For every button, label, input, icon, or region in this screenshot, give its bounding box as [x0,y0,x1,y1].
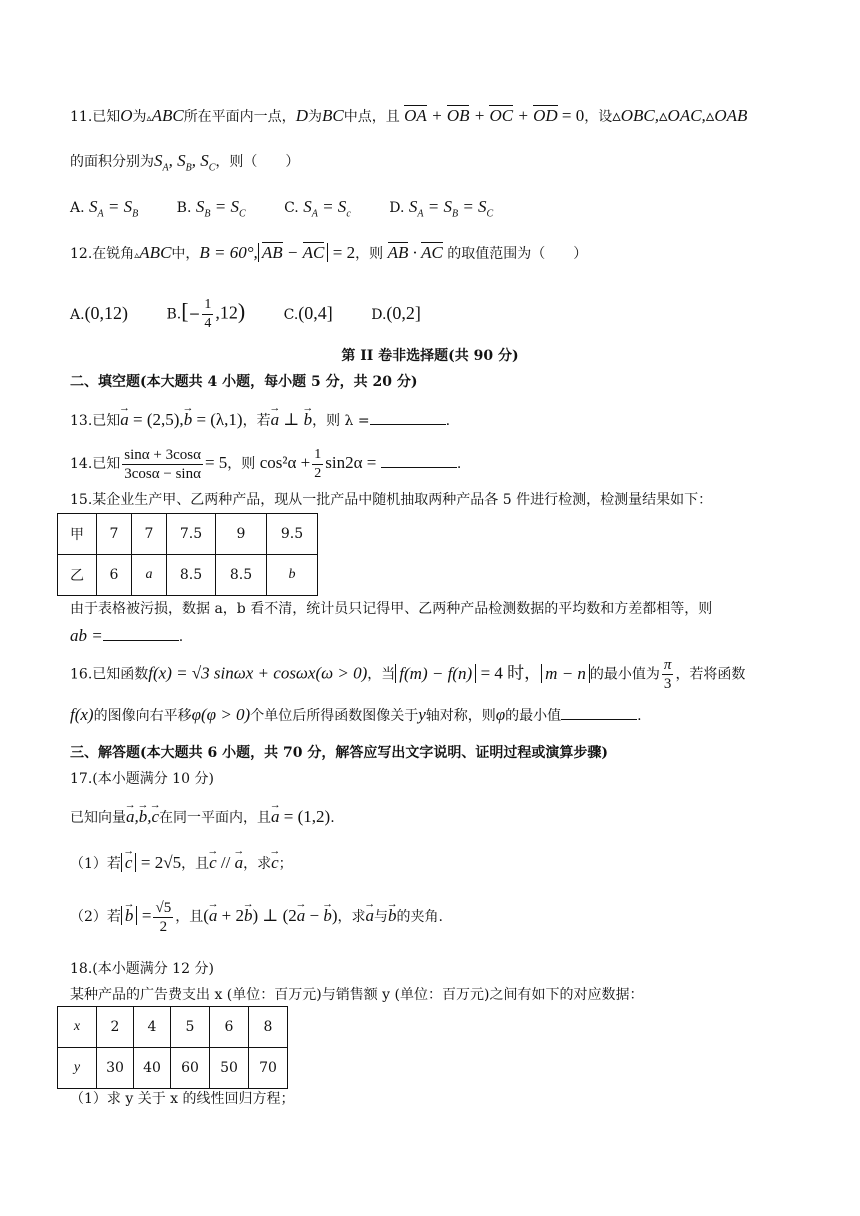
q15-text: 15.某企业生产甲、乙两种产品，现从一批产品中随机抽取两种产品各 5 件进行检测，检测量结果如下： [70,492,713,508]
q11-options [70,196,527,225]
q18-intro: 某种产品的广告费支出 x (单位：百万元)与销售额 y (单位：百万元)之间有如下的对应数据： [70,987,644,1003]
q11-option-b[interactable]: B. $S_B = S_C$ [176,197,246,220]
q18-table [57,1006,288,1089]
q17-intro: 已知向量→ a,→ b,→ c在同一平面内，且→ a = (1,2). [70,806,335,829]
q16-line2: f(x)的图像向右平移φ(φ > 0)个单位后所得函数图像关于y轴对称，则φ的最小值 . [70,705,642,724]
table-row: 甲 7 7 7.5 9 9.5 [58,514,318,555]
q11-option-d[interactable]: D. $S_A = S_B = S_C$ [389,197,494,220]
q16-line1: 16.已知函数f(x) = √3 sinωx + cosωx(ω > 0)，当 f(m) − f(n) = 4 时， m − n 的最小值为 $\frac{\pi}{3}$ ，若将函数 [70,657,746,692]
q12-option-c[interactable]: C.(0,4] [283,302,333,323]
table-row: y 30 40 60 50 70 [58,1048,288,1089]
q17-part1: （1）若→ c = 2√5，且→ c // → a，求→ c； [70,852,293,875]
q12-option-a[interactable]: A.(0,12) [70,302,129,323]
q18-head: 18.(本小题满分 12 分) [70,961,214,977]
q12-line1: 12.在锐角▵ABC中，B = 60°, AB − AC = 2，则 AB · AC 的取值范围为（ ） [70,243,588,262]
q14-answer-blank[interactable] [381,453,457,468]
q11-option-a[interactable]: A. $S_A = S_B$ [70,197,139,220]
q12-options [70,296,455,333]
q16-answer-blank[interactable] [561,705,637,720]
q13-answer-blank[interactable] [370,410,446,425]
q13: 13.已知→ a = (2,5),→ b = (λ,1)，若→ a ⊥ → b，则 λ = . [70,409,450,432]
vector-sum-equation: OA + OB + OC + OD = 0 [404,106,585,125]
table-row: 乙 6 a 8.5 8.5 b [58,555,318,596]
q17-part2: （2）若→ b = $\frac{√5}{2}$ ，且(→ a + 2→ b) ⊥ (2→ a − → b)，求→ a与→ b的夹角. [70,896,443,937]
q15-after1: 由于表格被污损，数据 a，b 看不清，统计员只记得甲、乙两种产品检测数据的平均数和方差都相等，则 [70,601,713,617]
q11-line2: 的面积分别为$S_A$, $S_B$, $S_C$，则（ ） [70,151,300,174]
q14: 14.已知 $\frac{\sin\alpha + 3\cos\alpha}{3\cos\alpha - \sin\alpha}$ = 5，则 cos²α + $\frac{1}{2}$ sin2α = . [70,446,462,482]
q11-option-c[interactable]: C. $S_A = S_c$ [284,197,351,220]
table-row: x 2 4 5 6 8 [58,1007,288,1048]
q18-part1: （1）求 y 关于 x 的线性回归方程； [70,1091,295,1107]
section2-title: 二、填空题(本大题共 4 小题，每小题 5 分，共 20 分) [70,374,418,390]
point-O: O [120,106,133,125]
part2-title: 第 II 卷非选择题(共 90 分) [341,348,519,364]
q12-option-d[interactable]: D.(0,2] [371,302,421,323]
q12-option-b[interactable]: B.[− $\frac{1}{4}$ ,12) [166,297,246,331]
q15-after2: ab = . [70,626,184,645]
q17-head: 17.(本小题满分 10 分) [70,771,214,787]
q11-line1: 11.已知O为▵ABC所在平面内一点，D为BC中点，且 OA + OB + OC + OD = 0，设▵OBC,▵OAC,▵OAB [70,106,748,125]
section3-title: 三、解答题(本大题共 6 小题，共 70 分，解答应写出文字说明、证明过程或演算步骤) [70,745,608,761]
q15-table [57,513,318,596]
q15-answer-blank[interactable] [103,626,179,641]
